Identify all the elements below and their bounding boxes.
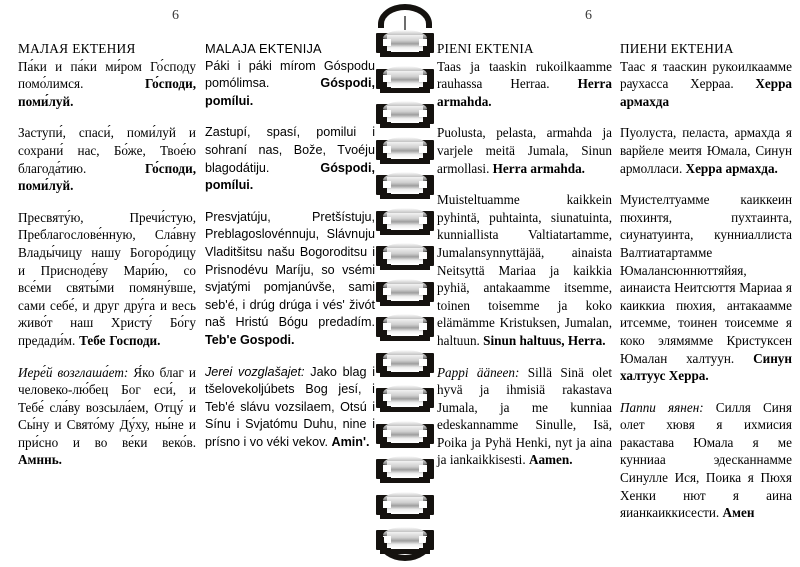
text-block [620, 191, 792, 385]
spine-clamp [376, 277, 434, 307]
prayer-text: Muisteltuamme kaikkein pyhintä, puhtainta, siunatuinta, kunniallista Valtiatartamme, Jumalansynnyttäjää, ainaista Neitsyttä Mariaa ja kaikkia pyhiä, antakaamme itsemme, toinen toisemme ja koko elämämme Kristuksen, Jumalan, haltuun. [437, 192, 612, 348]
spine-arc-bottom [378, 539, 432, 561]
congregation-response: Sinun haltuus, Herra. [483, 332, 606, 348]
congregation-response: Góspodi, pomílui. [205, 160, 375, 193]
text-block [18, 364, 196, 470]
spine-clamp [376, 241, 434, 271]
prayer-text: Таас я тааскин рукоилкаамме раухасса Херраа. [620, 58, 792, 92]
prayer-paragraph [205, 364, 375, 452]
spine-clamp [376, 348, 434, 378]
prayer-text: Taas ja taaskin rukoilkaamme rauhassa Herraa. [437, 58, 612, 92]
prayer-paragraph [620, 191, 792, 385]
congregation-response: Херра армахда [620, 76, 792, 109]
congregation-response: Góspodi, pomílui. [205, 76, 375, 108]
column-church-slavonic [18, 40, 196, 469]
spine-clamp [376, 490, 434, 520]
column-finnish-cyrillic [620, 40, 792, 522]
congregation-response: Herra armahda. [437, 76, 612, 109]
prayer-paragraph [437, 191, 612, 349]
prayer-text: Jako blag i tšelovekoljúbets Bog jesí, i Teb'é slávu vozsilaem, Otsú i Sínu i Svjatómu Duhu, nine i prísno i vo véki vekov. [205, 364, 375, 449]
spine-clamp [376, 454, 434, 484]
prayer-paragraph [620, 399, 792, 522]
prayer-text: Заступи́, спаси́, поми́луй и сохрани́ нас, Бо́же, Твое́ю благода́тию. [18, 125, 196, 176]
congregation-response: Amin'. [331, 434, 370, 449]
text-block [205, 40, 375, 110]
spine-clamp [376, 135, 434, 165]
section-heading: PIENI EKTENIA [437, 41, 534, 56]
congregation-response: Тебе Господи. [79, 332, 161, 348]
congregation-response: Синун халтуус Херра. [620, 350, 792, 384]
congregation-response: Teb'e Gospodi. [205, 332, 295, 347]
prayer-text: Pа́ki i pа́ki mírom Góspodu pomólimsa. [205, 58, 375, 91]
spine-clamp [376, 28, 434, 58]
column-latin-transliteration [205, 40, 375, 451]
prayer-paragraph [437, 58, 612, 111]
book-spine-artifact [376, 0, 434, 567]
prayer-paragraph [18, 124, 196, 194]
prayer-paragraph [620, 58, 792, 111]
spine-clamp [376, 99, 434, 129]
prayer-text: Presvjatúju, Pretšístuju, Preblagoslovénnuju, Slávnuju Vladitšitsu našu Bogoroditsu i Prisnodévu Maríju, so vsémi svjatými pomjanúvše, sami seb'é, i drúg drúga i vés' živót naš Hristú Bógu predadím. [205, 209, 375, 330]
text-block [18, 209, 196, 350]
prayer-text: Силля Синя олет хювя я ихмисия ракастава Юмала я ме кунниаа эдесканнамме Синулле Ися, Поика я Пюхя Хенки нют я аина яианкаиккисести. [620, 399, 792, 521]
text-block [620, 40, 792, 110]
prayer-paragraph [437, 364, 612, 470]
spine-clamp [376, 383, 434, 413]
column-finnish [437, 40, 612, 469]
prayer-text: Puolusta, pelasta, armahda ja varjele meitä Jumala, Sinun armollasi. [437, 125, 612, 176]
prayer-paragraph [437, 124, 612, 177]
prayer-text: Пресвяту́ю, Пречи́стую, Преблагослове́нную, Сла́вну Влады́чицу нашу Богоро́дицу и Присноде́ву Мари́ю, со все́ми святы́ми помяну́вше, сами себе́, и друг дру́га и весь живо́т наш Христу́ Бо́гу предади́м. [18, 209, 196, 348]
text-block [205, 124, 375, 194]
spine-clamp [376, 206, 434, 236]
page-number-right: 6 [585, 8, 592, 23]
congregation-response: Амннь. [18, 452, 62, 468]
text-block [620, 124, 792, 177]
congregation-response: Херра армахда. [685, 160, 778, 176]
spine-clamp [376, 170, 434, 200]
prayer-paragraph [18, 209, 196, 350]
congregation-response: Herra armahda. [492, 160, 585, 176]
prayer-paragraph [18, 58, 196, 111]
text-block [437, 40, 612, 110]
rubric: Паппи яянен: [620, 399, 716, 415]
section-heading: MALAJA EKTENIJA [205, 41, 322, 56]
congregation-response: Амен [722, 505, 755, 521]
spine-clamp [376, 64, 434, 94]
spine-clamp [376, 419, 434, 449]
text-block [437, 364, 612, 470]
rubric: Jerei vozglašajet: [205, 364, 311, 379]
prayer-paragraph [205, 58, 375, 111]
prayer-text: Zastupí, spasí, pomilui i sohraní nas, Bože, Tvoéju blagodátiju. [205, 125, 375, 175]
section-heading: МАЛАЯ ЕКТЕНИЯ [18, 41, 136, 56]
congregation-response: Го́споди, поми́луй. [18, 160, 196, 194]
spine-clamp [376, 312, 434, 342]
text-block [18, 40, 196, 110]
page-number-left: 6 [172, 8, 179, 23]
spine-arc-top [378, 4, 432, 26]
text-block [205, 209, 375, 350]
rubric: Pappi ääneen: [437, 364, 528, 380]
rubric: Иере́й возглаша́ет: [18, 364, 134, 380]
prayer-text: Sillä Sinä olet hyvä ja ihmisiä rakastava Jumala, ja me kunniaa edeskannamme Sinulle, Isä, Poika ja Pyhä Henki, nyt ja aina ja iankaikkisesti. [437, 364, 612, 468]
text-block [620, 399, 792, 522]
text-block [437, 191, 612, 349]
section-heading: ПИЕНИ ЕКТЕНИА [620, 41, 734, 56]
prayer-text: Я́ко благ и человеко-лю́бец Бог еси́, и Тебе́ сла́ву возсыла́ем, Отцу́ и Сы́ну и Свято́му Ду́ху, ны́не и при́сно и во ве́ки веко́в. [18, 364, 196, 450]
congregation-response: Го́споди, поми́луй. [18, 76, 196, 109]
prayer-text: Па́ки и па́ки ми́ром Го́споду помо́лимся. [18, 58, 196, 92]
prayer-text: Пуолуста, пеласта, армахда я варйеле меитя Юмала, Синун армолласи. [620, 125, 792, 176]
prayer-paragraph [205, 209, 375, 350]
congregation-response: Aamen. [528, 452, 573, 468]
text-block [205, 364, 375, 452]
prayer-paragraph [620, 124, 792, 177]
prayer-paragraph [18, 364, 196, 470]
prayer-text: Муистелтуамме каиккеин пюхинтя, пухтаинта, сиунатуинта, кунниаллиста Валтиатартамме Юмалансюннюттяйяя, аинаиста Неитсюття Мариаа я каиккиа пюхия, антакаамме итсемме, тоинен тоисемме я коко элямямме Кристуксен Юмалан халтуун. [620, 192, 792, 366]
text-block [18, 124, 196, 194]
text-block [437, 124, 612, 177]
prayer-paragraph [205, 124, 375, 194]
